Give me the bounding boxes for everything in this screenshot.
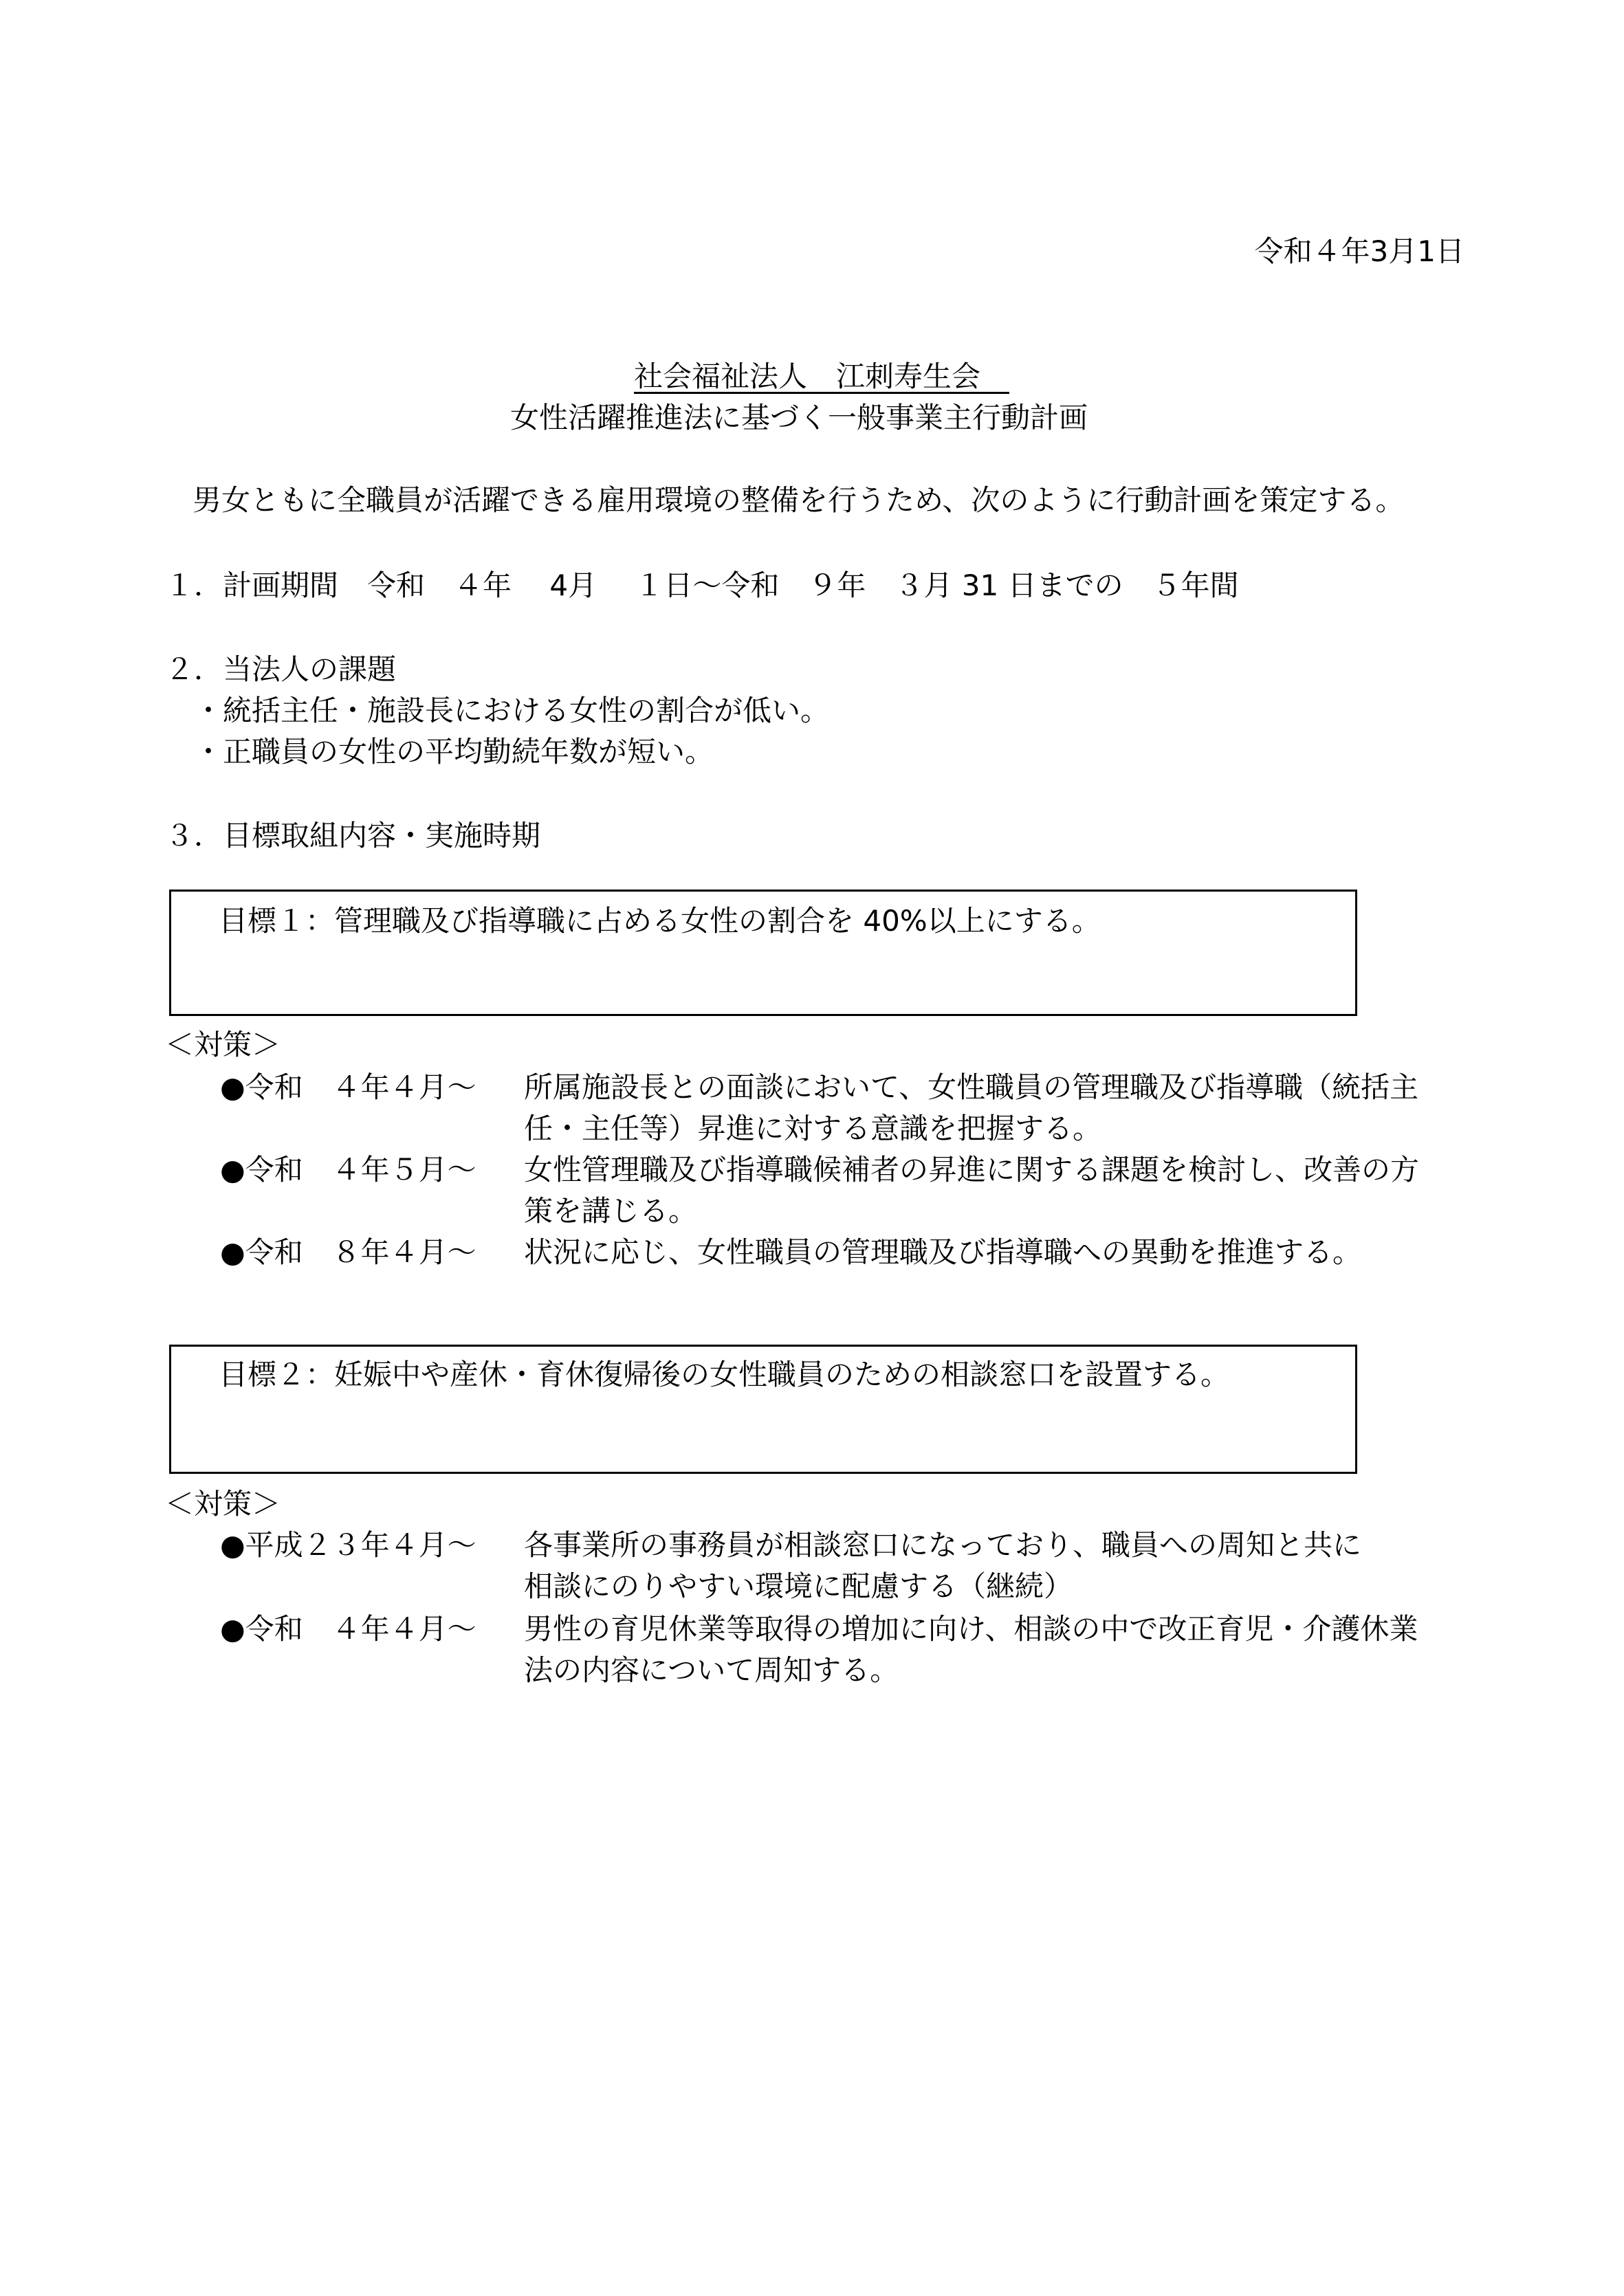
goal1-measures-label: ＜対策＞ (165, 1028, 281, 1061)
issue-item: ・正職員の女性の平均勤続年数が短い。 (194, 735, 714, 769)
goal2-measure-text: 法の内容について周知する。 (524, 1653, 899, 1687)
goal1-measure-period: ●令和 ８年４月～ (220, 1235, 476, 1269)
goal2-measures-label: ＜対策＞ (165, 1487, 281, 1521)
goal1-measure-period: ●令和 ４年４月～ (220, 1070, 476, 1104)
goal2-measure-period: ●令和 ４年４月～ (220, 1612, 476, 1646)
goal2-measure-text: 各事業所の事務員が相談窓口になっており、職員への周知と共に (524, 1528, 1362, 1562)
goal2-text: 目標２：妊娠中や産休・育休復帰後の女性職員のための相談窓口を設置する。 (219, 1358, 1230, 1391)
goal2-measure-period: ●平成２３年４月～ (220, 1528, 476, 1562)
document-title: 女性活躍推進法に基づく一般事業主行動計画 (510, 401, 1088, 434)
goal1-measure-text: 策を講じる。 (524, 1194, 698, 1228)
goal1-measure-period: ●令和 ４年５月～ (220, 1153, 476, 1186)
document-date: 令和４年3月1日 (1254, 234, 1464, 268)
goal1-measure-text: 女性管理職及び指導職候補者の昇進に関する課題を検討し、改善の方 (524, 1153, 1420, 1186)
goal2-measure-text: 相談にのりやすい環境に配慮する（継続） (524, 1569, 1073, 1603)
intro-paragraph: 男女ともに全職員が活躍できる雇用環境の整備を行うため、次のように行動計画を策定する。 (193, 483, 1405, 517)
issue-item: ・統括主任・施設長における女性の割合が低い。 (194, 694, 830, 727)
goals-heading: ３．目標取組内容・実施時期 (165, 819, 541, 852)
goal1-measure-text: 任・主任等）昇進に対する意識を把握する。 (524, 1112, 1102, 1145)
plan-period: １．計画期間 令和 ４年 4月 １日～令和 ９年 ３月 31 日までの ５年間 (165, 569, 1239, 602)
goal2-measure-text: 男性の育児休業等取得の増加に向け、相談の中で改正育児・介護休業 (524, 1612, 1418, 1646)
issues-heading: ２．当法人の課題 (165, 652, 397, 686)
goal1-measure-text: 所属施設長との面談において、女性職員の管理職及び指導職（統括主 (524, 1070, 1419, 1104)
goal1-text: 目標１：管理職及び指導職に占める女性の割合を 40%以上にする。 (219, 904, 1101, 938)
goal1-measure-text: 状況に応じ、女性職員の管理職及び指導職への異動を推進する。 (524, 1235, 1362, 1269)
organization-name: 社会福祉法人 江刺寿生会 (634, 360, 1010, 393)
